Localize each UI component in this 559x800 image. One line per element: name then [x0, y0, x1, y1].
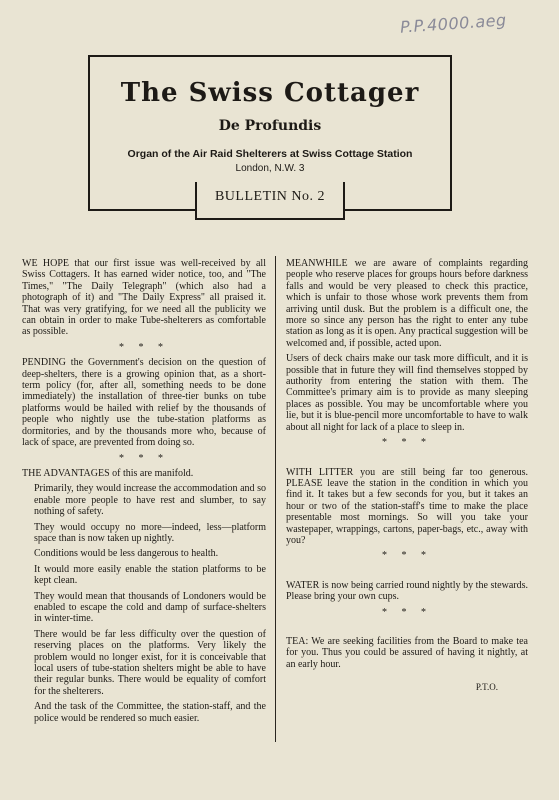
paragraph-litter: WITH LITTER you are still being far too generous. PLEASE leave the station in the condition in which you find it. It takes but a few seconds for you, but it takes an hour or two of the station-staff's time to make the place presentable most mornings. So will you take your wastepaper, wrappings, cartons, paper-bags, etc., away with you?	[286, 466, 528, 546]
paragraph-we-hope: WE HOPE that our first issue was well-received by all Swiss Cottagers. It has earned wider notice, too, and "The Times," "The Daily Telegraph" (which also had a photograph of it) and "The Daily Express" all praised it. That was very gratifying, for we need all the publicity we can obtain in order to make Tube-shelterers as comfortable as possible.	[22, 258, 266, 338]
pto-note: P.T.O.	[475, 682, 498, 693]
section-separator: * * *	[382, 437, 432, 449]
section-separator: * * *	[119, 341, 169, 353]
masthead-organ-line: Organ of the Air Raid Shelterers at Swiss Cottage Station	[127, 148, 413, 160]
column-divider	[275, 256, 276, 742]
masthead-title: The Swiss Cottager	[120, 78, 420, 108]
right-column	[286, 258, 528, 694]
masthead-subtitle: De Profundis	[218, 118, 322, 134]
section-separator: * * *	[119, 452, 169, 464]
advantage-item: They would occupy no more—indeed, less—platform space than is now taken up nightly.	[34, 521, 266, 544]
advantage-item: They would mean that thousands of Londoners would be enabled to escape the cold and damp of surface-shelters in winter-time.	[34, 590, 266, 625]
advantage-item: And the task of the Committee, the station-staff, and the police would be rendered so much easier.	[34, 701, 266, 724]
advantage-item: Primarily, they would increase the accommodation and so enable more people to have rest and slumber, to say nothing of safety.	[34, 483, 266, 518]
paragraph-pending: PENDING the Government's decision on the question of deep-shelters, there is a growing opinion that, as a short-term policy (for, after all, something needs to be done immediately) the installation of three-tier bunks on tube platforms would be hailed with relief by the thousands of people who nightly use the tube-station platforms as dormitories, and by the thousands more who, because of lack of space, are prevented from doing so.	[22, 357, 266, 449]
advantage-item: There would be far less difficulty over the question of reserving places on the platforms. Very likely the problem would no longer exist, for it is conceivable that local users of tube-station shelters might be able to have their regular bunks. There would be equality of comfort for the shelterers.	[34, 628, 266, 697]
section-separator: * * *	[382, 606, 432, 618]
bulletin-number: BULLETIN No. 2	[195, 182, 345, 220]
advantage-item: Conditions would be less dangerous to health.	[34, 548, 219, 560]
paragraph-meanwhile: MEANWHILE we are aware of complaints regarding people who reserve places for groups hours before darkness falls and would be very pleased to check this practice, which is unfair to those whose work prevents them from arriving until dusk. But the problem is a difficult one, the more so since any person has the right to enter any tube station as long as it is open. Any practical suggestion will be welcomed and, if possible, acted upon.	[286, 258, 528, 349]
left-column	[22, 258, 266, 728]
paragraph-water: WATER is now being carried round nightly by the stewards. Please bring your own cups.	[286, 579, 528, 603]
masthead-location: London, N.W. 3	[235, 163, 305, 174]
advantage-item: It would more easily enable the station platforms to be kept clean.	[34, 563, 266, 587]
library-shelfmark: P.P.4000.aeg	[399, 10, 508, 37]
paragraph-tea: TEA: We are seeking facilities from the Board to make tea for you. Thus you could be assured of having it nightly, at an early hour.	[286, 635, 528, 670]
section-separator: * * *	[382, 550, 432, 562]
advantages-heading: THE ADVANTAGES of this are manifold.	[22, 467, 194, 479]
paragraph-deck-chairs: Users of deck chairs make our task more difficult, and it is possible that in future they will find themselves stopped by authority from entering the station with them. The Committee's primary aim is to provide as many sleeping places as possible. You may be uncomfortable where you lie, but it is blue-pencil more uncomfortable to have to walk about all night for lack of a place to sleep in.	[286, 353, 528, 433]
